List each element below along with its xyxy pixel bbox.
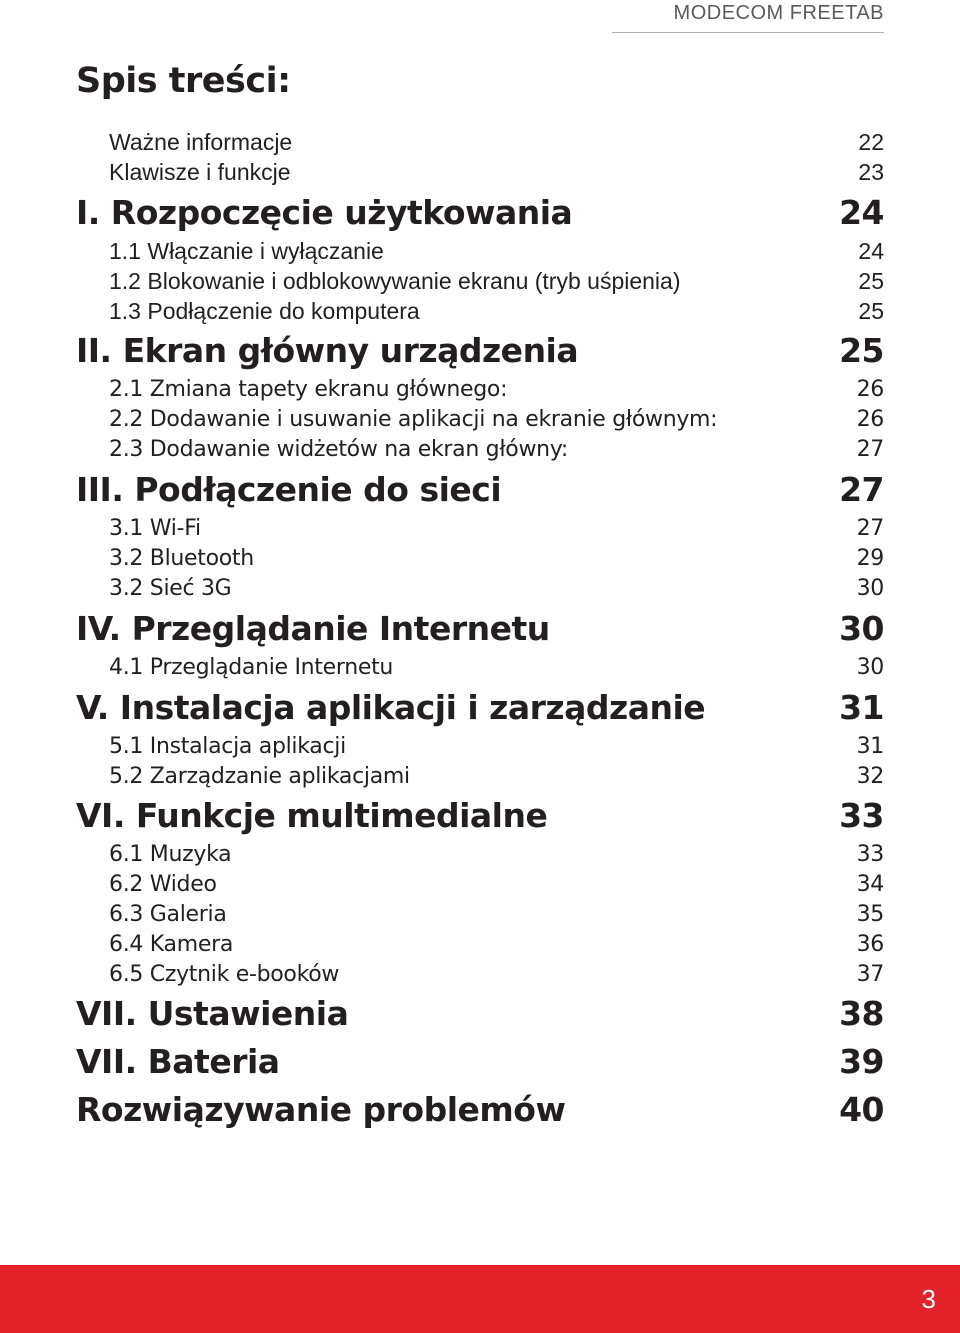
toc-chapter-entry[interactable] <box>76 604 884 653</box>
toc-section-entry[interactable] <box>76 267 884 297</box>
toc-chapter-entry[interactable] <box>76 465 884 514</box>
toc-entry-page-number: 33 <box>839 796 884 836</box>
toc-entry-page-number: 27 <box>856 516 884 542</box>
toc-entry-title: 5.2 Zarządzanie aplikacjami <box>109 763 410 789</box>
toc-entry-title: Rozwiązywanie problemów <box>76 1089 566 1129</box>
toc-entry-title: I. Rozpoczęcie użytkowania <box>76 192 573 232</box>
toc-entry-page-number: 35 <box>856 902 884 928</box>
toc-chapter-entry[interactable] <box>76 326 884 375</box>
toc-entry-title: 1.3 Podłączenie do komputera <box>109 297 420 324</box>
toc-entry-page-number: 24 <box>858 237 884 264</box>
toc-entry-title: IV. Przeglądanie Internetu <box>76 608 550 648</box>
toc-section-entry[interactable] <box>76 870 884 900</box>
toc-entry-page-number: 25 <box>839 331 884 371</box>
toc-entry-page-number: 30 <box>856 575 884 601</box>
toc-entry-page-number: 31 <box>839 687 884 727</box>
toc-entry-title: VII. Ustawienia <box>76 993 349 1033</box>
toc-entry-title: 6.3 Galeria <box>109 902 227 928</box>
toc-entry-page-number: 31 <box>856 733 884 759</box>
toc-entry-title: V. Instalacja aplikacji i zarządzanie <box>76 687 706 727</box>
toc-entry-title: 3.1 Wi-Fi <box>109 516 201 542</box>
toc-entry-page-number: 27 <box>856 437 884 463</box>
toc-chapter-entry[interactable] <box>76 1038 884 1086</box>
toc-entry-page-number: 26 <box>856 407 884 433</box>
toc-section-entry[interactable] <box>76 762 884 792</box>
toc-entry-title: II. Ekran główny urządzenia <box>76 331 579 371</box>
toc-entry-title: Klawisze i funkcje <box>109 158 291 185</box>
toc-section-entry[interactable] <box>76 840 884 870</box>
toc-entry-page-number: 29 <box>856 546 884 572</box>
toc-entry-title: VI. Funkcje multimedialne <box>76 796 548 836</box>
toc-chapter-entry[interactable] <box>76 990 884 1038</box>
footer-bar <box>0 1265 960 1333</box>
toc-entry-page-number: 40 <box>839 1089 884 1129</box>
toc-entry-title: 5.1 Instalacja aplikacji <box>109 733 346 759</box>
toc-entry-title: Ważne informacje <box>109 129 293 155</box>
toc-entry-title: 3.2 Bluetooth <box>109 546 254 572</box>
toc-section-entry[interactable] <box>76 297 884 327</box>
toc-entry-page-number: 26 <box>856 377 884 403</box>
toc-section-entry[interactable] <box>76 237 884 267</box>
toc-entry-page-number: 36 <box>856 932 884 958</box>
table-of-contents <box>76 128 884 1134</box>
toc-section-entry[interactable] <box>76 158 884 188</box>
toc-entry-title: 6.5 Czytnik e-booków <box>109 962 340 988</box>
toc-entry-page-number: 34 <box>856 872 884 898</box>
toc-entry-title: 4.1 Przeglądanie Internetu <box>109 654 394 680</box>
toc-entry-page-number: 22 <box>858 129 884 155</box>
toc-section-entry[interactable] <box>76 128 884 158</box>
brand-header: MODECOM FREETAB <box>612 0 884 33</box>
toc-entry-page-number: 30 <box>856 654 884 680</box>
toc-entry-page-number: 27 <box>839 470 884 510</box>
toc-chapter-entry[interactable] <box>76 1086 884 1134</box>
toc-entry-page-number: 24 <box>839 192 884 232</box>
toc-entry-title: 1.1 Włączanie i wyłączanie <box>109 237 384 264</box>
toc-entry-title: 2.3 Dodawanie widżetów na ekran główny: <box>109 437 569 463</box>
toc-entry-page-number: 38 <box>839 993 884 1033</box>
toc-entry-title: 1.2 Blokowanie i odblokowywanie ekranu (tryb uśpienia) <box>109 267 681 294</box>
toc-entry-page-number: 23 <box>858 158 884 185</box>
toc-section-entry[interactable] <box>76 405 884 435</box>
toc-section-entry[interactable] <box>76 574 884 604</box>
toc-entry-page-number: 30 <box>839 608 884 648</box>
toc-section-entry[interactable] <box>76 960 884 990</box>
toc-section-entry[interactable] <box>76 900 884 930</box>
toc-section-entry[interactable] <box>76 732 884 762</box>
toc-entry-title: 3.2 Sieć 3G <box>109 575 232 601</box>
toc-section-entry[interactable] <box>76 653 884 683</box>
toc-chapter-entry[interactable] <box>76 683 884 732</box>
page-title: Spis treści: <box>76 61 291 101</box>
toc-section-entry[interactable] <box>76 544 884 574</box>
toc-entry-page-number: 25 <box>858 297 884 324</box>
toc-entry-page-number: 33 <box>856 842 884 868</box>
toc-chapter-entry[interactable] <box>76 188 884 237</box>
toc-section-entry[interactable] <box>76 375 884 405</box>
toc-entry-title: 6.2 Wideo <box>109 872 217 898</box>
toc-entry-title: 2.2 Dodawanie i usuwanie aplikacji na ekranie głównym: <box>109 407 718 433</box>
toc-chapter-entry[interactable] <box>76 791 884 840</box>
toc-entry-title: VII. Bateria <box>76 1041 280 1081</box>
toc-entry-title: 2.1 Zmiana tapety ekranu głównego: <box>109 377 508 403</box>
toc-entry-page-number: 37 <box>856 962 884 988</box>
toc-entry-page-number: 32 <box>856 763 884 789</box>
toc-entry-title: 6.4 Kamera <box>109 932 233 958</box>
toc-entry-title: III. Podłączenie do sieci <box>76 470 502 510</box>
toc-section-entry[interactable] <box>76 930 884 960</box>
toc-entry-page-number: 25 <box>858 267 884 294</box>
page-number: 3 <box>921 1284 936 1314</box>
toc-section-entry[interactable] <box>76 514 884 544</box>
toc-entry-page-number: 39 <box>839 1041 884 1081</box>
toc-section-entry[interactable] <box>76 435 884 465</box>
toc-entry-title: 6.1 Muzyka <box>109 842 232 868</box>
